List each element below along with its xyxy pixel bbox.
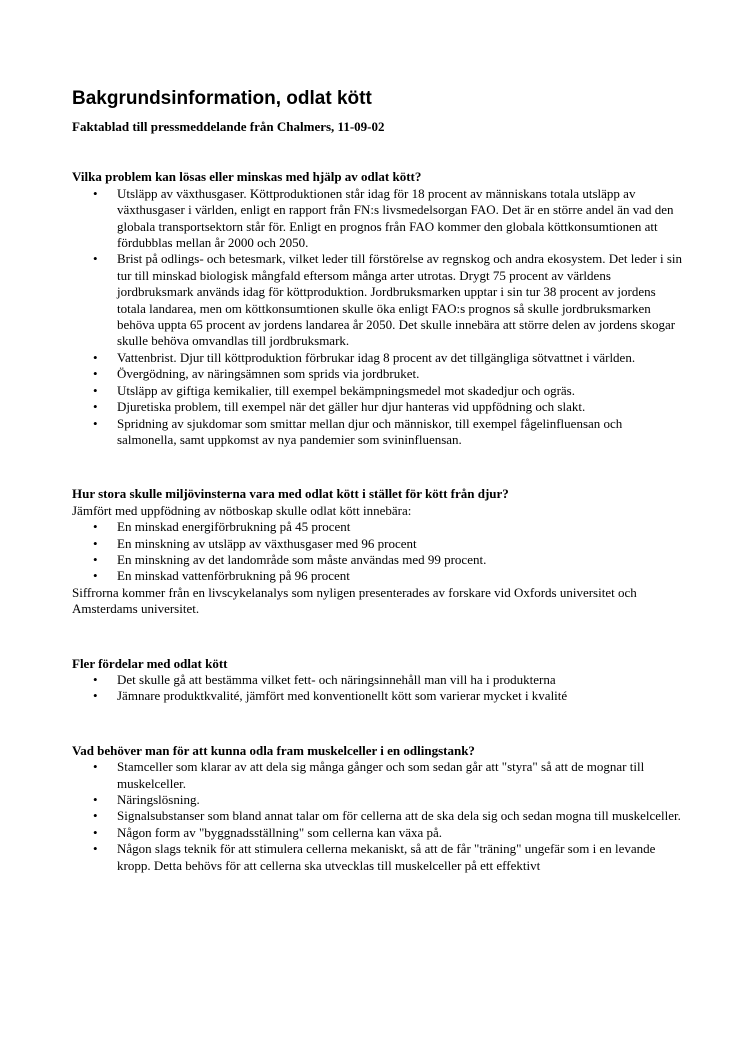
bullet-item: • Någon form av "byggnadsställning" som cellerna kan växa på.	[72, 825, 682, 841]
bullet-list	[72, 759, 682, 874]
bullet-item: • Utsläpp av växthusgaser. Köttproduktionen står idag för 18 procent av människans totala utsläpp av växthusgaser i världen, enligt en rapport från FN:s livsmedelsorgan FAO. Det är en större andel än vad den globala transportsektorn står för. Enligt en prognos från FAO kommer den globala köttkonsumtionen att fördubblas mellan år 2000 och 2050.	[72, 186, 682, 252]
section	[72, 656, 682, 705]
bullet-item: • En minskning av utsläpp av växthusgaser med 96 procent	[72, 536, 682, 552]
bullet-item: • Vattenbrist. Djur till köttproduktion förbrukar idag 8 procent av det tillgängliga sötvattnet i världen.	[72, 350, 682, 366]
bullet-item: • En minskad vattenförbrukning på 96 procent	[72, 568, 682, 584]
bullet-item: • Övergödning, av näringsämnen som sprids via jordbruket.	[72, 366, 682, 382]
document-subtitle: Faktablad till pressmeddelande från Chalmers, 11-09-02	[72, 119, 385, 134]
bullet-item: • Signalsubstanser som bland annat talar om för cellerna att de ska dela sig och sedan mogna till muskelceller.	[72, 808, 682, 824]
section-heading: Vilka problem kan lösas eller minskas med hjälp av odlat kött?	[72, 169, 422, 185]
bullet-item: • Utsläpp av giftiga kemikalier, till exempel bekämpningsmedel mot skadedjur och ogräs.	[72, 383, 682, 399]
bullet-item: • Näringslösning.	[72, 792, 682, 808]
bullet-item: • Spridning av sjukdomar som smittar mellan djur och människor, till exempel fågelinfluensan och salmonella, samt uppkomst av nya pandemier som svininfluensan.	[72, 416, 682, 449]
sections-container	[72, 169, 682, 874]
section-heading: Vad behöver man för att kunna odla fram muskelceller i en odlingstank?	[72, 742, 475, 758]
bullet-item: • En minskad energiförbrukning på 45 procent	[72, 519, 682, 535]
section-intro: Jämfört med uppfödning av nötboskap skulle odlat kött innebära:	[72, 502, 412, 518]
section-heading: Fler fördelar med odlat kött	[72, 655, 228, 671]
bullet-item: • Djuretiska problem, till exempel när det gäller hur djur hanteras vid uppfödning och slakt.	[72, 399, 682, 415]
bullet-list	[72, 186, 682, 449]
bullet-item: • Någon slags teknik för att stimulera cellerna mekaniskt, så att de får "träning" ungefär som i en levande kropp. Detta behövs för att cellerna ska utvecklas till muskelceller på ett effektivt	[72, 841, 682, 874]
bullet-item: • Brist på odlings- och betesmark, vilket leder till förstörelse av regnskog och andra ekosystem. Det leder i sin tur till minskad biologisk mångfald eftersom många arter utrotas. Drygt 75 procent av världens jordbruksmark används idag för köttproduktion. Jordbruksmarken upptar i sin tur 38 procent av jordens totala landarea, men om köttkonsumtionen skulle öka enligt FAO:s prognos så skulle jordbruksmarken behöva uppta 65 procent av jordens landarea år 2050. Det skulle innebära att större delen av jordens skogar skulle behöva omvandlas till jordbruksmark.	[72, 251, 682, 349]
bullet-list	[72, 672, 682, 705]
section	[72, 486, 682, 617]
bullet-item: • Jämnare produktkvalité, jämfört med konventionellt kött som varierar mycket i kvalité	[72, 688, 682, 704]
section-outro: Siffrorna kommer från en livscykelanalys som nyligen presenterades av forskare vid Oxfords universitet och Amsterdams universitet.	[72, 584, 637, 617]
section-heading: Hur stora skulle miljövinsterna vara med odlat kött i stället för kött från djur?	[72, 486, 509, 502]
bullet-item: • Stamceller som klarar av att dela sig många gånger och som sedan går att "styra" så att de mognar till muskelceller.	[72, 759, 682, 792]
bullet-list	[72, 519, 682, 585]
bullet-item: • Det skulle gå att bestämma vilket fett- och näringsinnehåll man vill ha i produkterna	[72, 672, 682, 688]
section	[72, 743, 682, 874]
document-page	[72, 88, 682, 874]
section	[72, 169, 682, 448]
document-title: Bakgrundsinformation, odlat kött	[72, 88, 372, 109]
bullet-item: • En minskning av det landområde som måste användas med 99 procent.	[72, 552, 682, 568]
